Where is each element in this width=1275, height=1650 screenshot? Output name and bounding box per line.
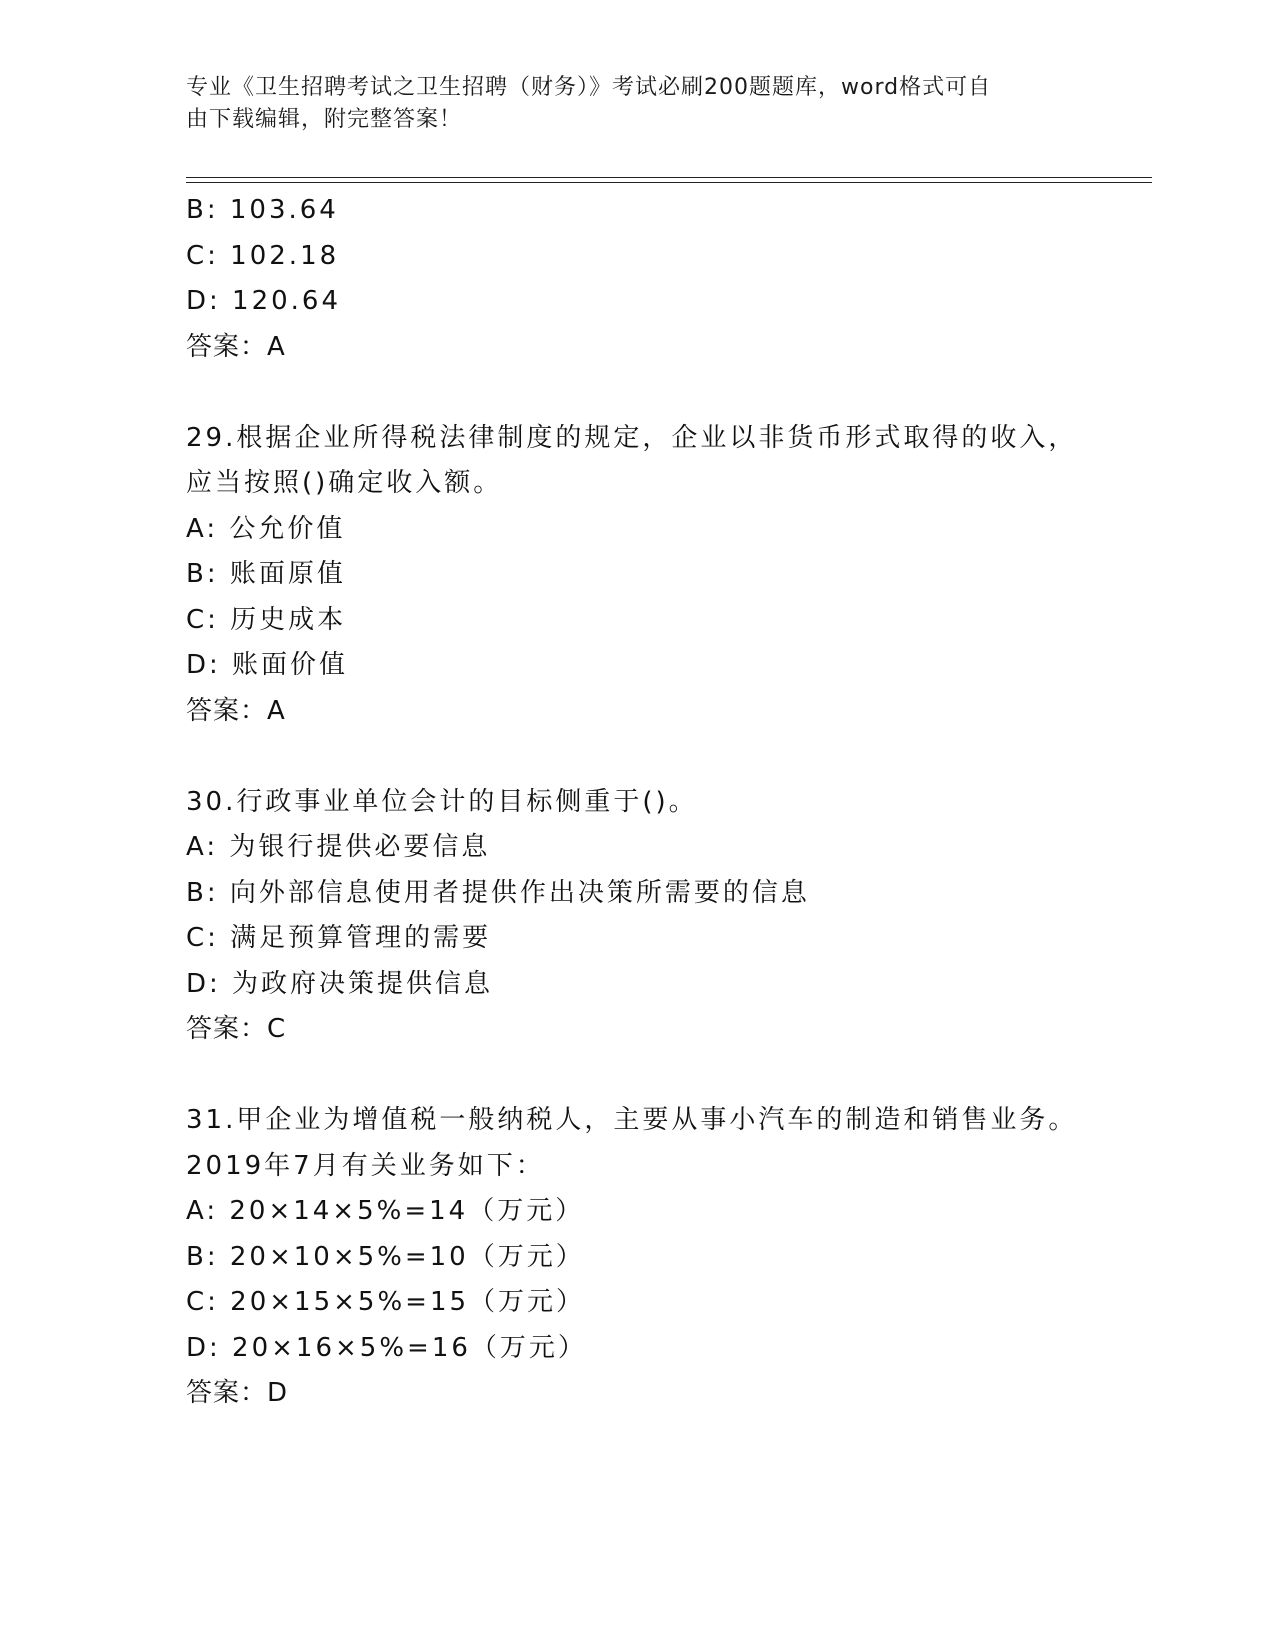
option-b: B: 20×10×5%=10（万元） (186, 1241, 585, 1272)
option-b: B: 账面原值 (186, 559, 346, 589)
question-stem: 30.行政事业单位会计的目标侧重于()。 (186, 786, 698, 817)
option-c: C: 102.18 (186, 240, 340, 271)
answer: 答案：A (186, 695, 286, 726)
option-d: D: 为政府决策提供信息 (186, 968, 494, 999)
answer: 答案：A (186, 331, 286, 362)
question-29 (186, 416, 1146, 735)
prev-question-block (186, 188, 1146, 370)
option-c: C: 满足预算管理的需要 (186, 923, 492, 953)
header-line-2: 由下载编辑，附完整答案！ (186, 107, 463, 132)
question-30 (186, 780, 1146, 1053)
option-a: A: 20×14×5%=14（万元） (186, 1196, 585, 1226)
question-stem: 2019年7月有关业务如下： (186, 1150, 545, 1181)
question-stem: 29.根据企业所得税法律制度的规定，企业以非货币形式取得的收入， (186, 422, 1078, 453)
option-a: A: 为银行提供必要信息 (186, 832, 491, 862)
document-body (186, 188, 1146, 1417)
document-header (186, 72, 1086, 136)
answer: 答案：C (186, 1014, 287, 1044)
option-b: B: 向外部信息使用者提供作出决策所需要的信息 (186, 877, 810, 908)
answer: 答案：D (186, 1378, 289, 1408)
option-c: C: 20×15×5%=15（万元） (186, 1287, 586, 1317)
option-d: D: 20×16×5%=16（万元） (186, 1332, 587, 1363)
question-stem: 31.甲企业为增值税一般纳税人，主要从事小汽车的制造和销售业务。 (186, 1105, 1078, 1135)
option-d: D: 账面价值 (186, 650, 349, 680)
header-rule-bottom (186, 182, 1152, 183)
question-31 (186, 1098, 1146, 1417)
option-b: B: 103.64 (186, 195, 339, 225)
question-stem: 应当按照()确定收入额。 (186, 468, 503, 498)
option-a: A: 公允价值 (186, 513, 346, 544)
option-c: C: 历史成本 (186, 604, 347, 635)
option-d: D: 120.64 (186, 286, 342, 316)
header-line-1: 专业《卫生招聘考试之卫生招聘（财务）》考试必刷200题题库，word格式可自 (186, 75, 992, 100)
header-rule-top (186, 177, 1152, 178)
